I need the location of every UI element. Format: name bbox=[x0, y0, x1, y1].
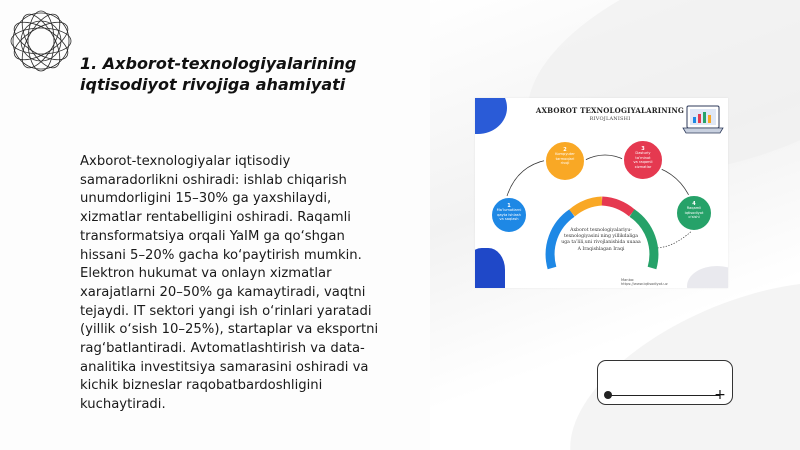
node-line: iqtisodiyot bbox=[684, 210, 704, 215]
infographic-image bbox=[475, 98, 728, 288]
body-line: hissani 5–20% gacha ko‘paytirish mumkin. bbox=[80, 247, 362, 263]
node-label-2 bbox=[550, 148, 580, 166]
laptop-analytics-icon bbox=[683, 106, 723, 133]
slider-track[interactable] bbox=[608, 395, 720, 396]
center-line: A Iraqishlagan Iraqi bbox=[577, 246, 625, 252]
slide-title bbox=[80, 53, 420, 95]
slider-widget[interactable] bbox=[597, 360, 733, 405]
infographic-graphic bbox=[475, 98, 728, 288]
node-line: o‘sishi bbox=[688, 215, 700, 220]
body-line: kichik bizneslar raqobatbardoshligini bbox=[80, 378, 323, 394]
node-line: xizmatlar bbox=[634, 164, 652, 169]
slide-title-line: 1. Axborot-texnologiyalarining bbox=[80, 54, 357, 73]
infographic-footer bbox=[621, 278, 668, 286]
node-line: rivoji bbox=[560, 161, 570, 166]
infographic-title-line: AXBOROT TEXNOLOGIYALARINING bbox=[535, 106, 685, 115]
node-line: Raqamli bbox=[686, 206, 702, 211]
body-line: kuchaytiradi. bbox=[80, 397, 166, 413]
body-line: Elektron hukumat va onlayn xizmatlar bbox=[80, 266, 332, 282]
center-line: texnologiyasini ning yillikdaliga bbox=[564, 234, 638, 240]
node-line: Dasturiy ta’minot bbox=[635, 151, 651, 160]
circular-ornament-logo bbox=[4, 4, 78, 78]
center-line: uga ta’lili,uni rivojlanishida uuaaa bbox=[561, 240, 641, 246]
plus-icon[interactable]: + bbox=[714, 387, 726, 403]
slide-body-text bbox=[80, 153, 418, 415]
body-line: Axborot-texnologiyalar iqtisodiy bbox=[80, 154, 291, 169]
body-line: samaradorlikni oshiradi: ishlab chiqarish bbox=[80, 172, 347, 188]
node-line: qayta ishlash bbox=[497, 212, 521, 217]
node-number: 1 bbox=[507, 203, 511, 209]
body-line: unumdorligini 15–30% ga yaxshilaydi, bbox=[80, 191, 332, 207]
body-line: tejaydi. IT sektori yangi ish o‘rinlari yaratadi bbox=[80, 303, 372, 319]
node-line: tarmoqlari bbox=[555, 156, 575, 161]
footer-line: https://www.iqtisodiyot.uz bbox=[621, 282, 668, 287]
node-number: 3 bbox=[641, 146, 645, 152]
footer-line: Manba: bbox=[621, 278, 635, 282]
slide-title-line: iqtisodiyot rivojiga ahamiyati bbox=[80, 75, 346, 94]
slider-knob-icon[interactable] bbox=[604, 391, 612, 399]
body-line: transformatsiya orqali YaIM ga qo‘shgan bbox=[80, 228, 345, 244]
body-line: xizmatlar rentabelligini oshiradi. Raqamli bbox=[80, 210, 351, 226]
node-label-4 bbox=[679, 202, 709, 220]
body-line: analitika investitsiya samarasini oshiradi va bbox=[80, 359, 369, 375]
node-number: 4 bbox=[692, 201, 696, 207]
infographic-title-line: RIVOJLANISHI bbox=[589, 116, 631, 122]
body-line: (yillik o‘sish 10–25%), startaplar va eksportni bbox=[80, 322, 379, 338]
node-number: 2 bbox=[563, 147, 567, 153]
node-label-1 bbox=[494, 204, 524, 222]
node-label-3 bbox=[628, 147, 658, 169]
node-line: va saqlash bbox=[499, 217, 519, 222]
infographic-center-text bbox=[557, 228, 645, 253]
node-line: va raqamli bbox=[633, 160, 653, 165]
body-line: rag‘batlantiradi. Avtomatlashtirish va data- bbox=[80, 341, 365, 357]
node-line: Kompyuter bbox=[555, 152, 575, 157]
node-line: Ma’lumotlarni bbox=[496, 208, 522, 213]
center-line: Axborot texnologiyalariyu- bbox=[570, 228, 632, 233]
body-line: xarajatlarni 20–50% ga kamaytiradi, vaqtni bbox=[80, 284, 366, 300]
